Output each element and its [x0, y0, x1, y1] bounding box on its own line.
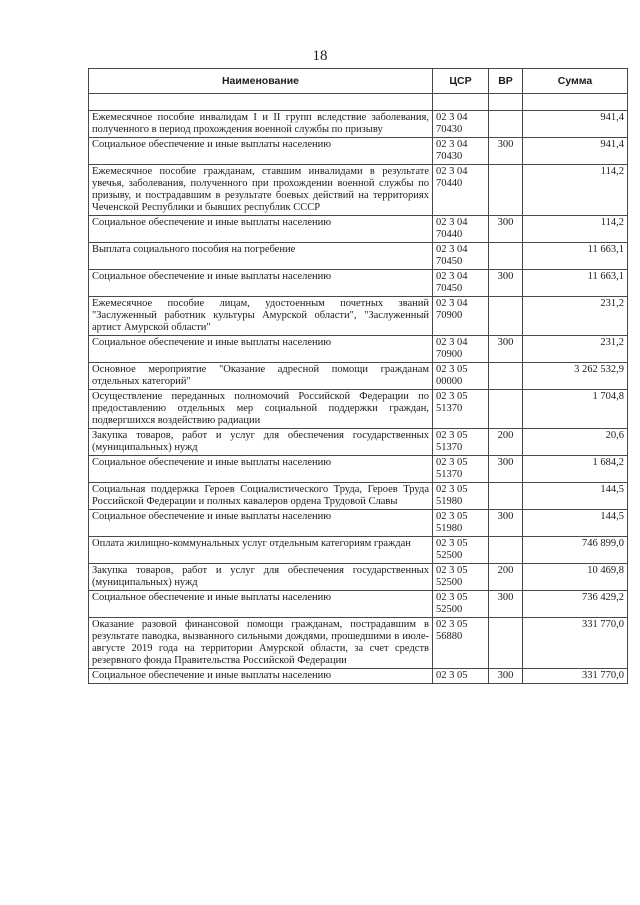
cell-csr: 02 3 04 70450 [433, 243, 489, 270]
table-row [89, 669, 628, 684]
cell-csr: 02 3 05 56880 [433, 618, 489, 669]
cell-csr: 02 3 05 51370 [433, 456, 489, 483]
cell-name: Закупка товаров, работ и услуг для обеспечения государственных (муниципальных) нужд [89, 429, 433, 456]
table-header-row [89, 69, 628, 94]
cell-vr: 200 [489, 429, 523, 456]
cell-name: Ежемесячное пособие инвалидам I и II групп вследствие заболевания, полученного в период прохождения военной службы по призыву [89, 111, 433, 138]
cell-vr [489, 297, 523, 336]
cell-csr: 02 3 05 51370 [433, 429, 489, 456]
table-row [89, 591, 628, 618]
cell-csr: 02 3 05 [433, 669, 489, 684]
cell-sum: 231,2 [523, 297, 628, 336]
cell-vr [489, 165, 523, 216]
cell-name: Закупка товаров, работ и услуг для обеспечения государственных (муниципальных) нужд [89, 564, 433, 591]
table-row [89, 537, 628, 564]
cell-vr: 300 [489, 669, 523, 684]
cell-vr [489, 243, 523, 270]
table-row [89, 564, 628, 591]
cell-name: Социальное обеспечение и иные выплаты населению [89, 270, 433, 297]
cell-name: Ежемесячное пособие лицам, удостоенным почетных званий "Заслуженный работник культуры Амурской области", "Заслуженный артист Амурской области" [89, 297, 433, 336]
cell-csr: 02 3 04 70430 [433, 138, 489, 165]
table-row [89, 390, 628, 429]
cell-sum: 20,6 [523, 429, 628, 456]
cell-sum: 331 770,0 [523, 669, 628, 684]
column-header-vr: ВР [489, 69, 523, 94]
table-row [89, 270, 628, 297]
table-row [89, 510, 628, 537]
column-header-csr: ЦСР [433, 69, 489, 94]
cell-vr [489, 390, 523, 429]
table-row [89, 165, 628, 216]
cell-name: Социальная поддержка Героев Социалистического Труда, Героев Труда Российской Федерации и полных кавалеров ордена Трудовой Славы [89, 483, 433, 510]
table-row [89, 216, 628, 243]
cell-name: Социальное обеспечение и иные выплаты населению [89, 510, 433, 537]
cell-name: Выплата социального пособия на погребение [89, 243, 433, 270]
cell-sum: 11 663,1 [523, 243, 628, 270]
cell-name: Осуществление переданных полномочий Российской Федерации по предоставлению отдельных мер социальной поддержки граждан, подвергшихся воздействию радиации [89, 390, 433, 429]
cell-sum: 114,2 [523, 165, 628, 216]
cell-csr: 02 3 05 52500 [433, 537, 489, 564]
table-row [89, 363, 628, 390]
cell-sum: 10 469,8 [523, 564, 628, 591]
cell-vr: 200 [489, 564, 523, 591]
cell-csr: 02 3 05 52500 [433, 591, 489, 618]
cell-name: Оказание разовой финансовой помощи гражданам, пострадавшим в результате паводка, вызванного сильными дождями, прошедшими в июле-августе 2019 года на территории Амурской области, за счет средств резервного фонда Правительства Российской Федерации [89, 618, 433, 669]
cell-vr: 300 [489, 456, 523, 483]
cell-sum: 736 429,2 [523, 591, 628, 618]
cell-csr: 02 3 04 70900 [433, 336, 489, 363]
cell-sum: 941,4 [523, 138, 628, 165]
cell-sum: 1 704,8 [523, 390, 628, 429]
cell-sum: 231,2 [523, 336, 628, 363]
table-row [89, 297, 628, 336]
cell-sum: 941,4 [523, 111, 628, 138]
table-row [89, 336, 628, 363]
cell-csr: 02 3 04 70430 [433, 111, 489, 138]
cell-name: Основное мероприятие "Оказание адресной помощи гражданам отдельных категорий" [89, 363, 433, 390]
cell-vr [489, 363, 523, 390]
cell-vr: 300 [489, 270, 523, 297]
cell-csr: 02 3 04 70450 [433, 270, 489, 297]
cell-vr: 300 [489, 591, 523, 618]
table-row [89, 483, 628, 510]
cell-csr: 02 3 04 70900 [433, 297, 489, 336]
cell-sum: 3 262 532,9 [523, 363, 628, 390]
cell-csr: 02 3 05 51980 [433, 483, 489, 510]
cell-name: Социальное обеспечение и иные выплаты населению [89, 336, 433, 363]
cell-name: Социальное обеспечение и иные выплаты населению [89, 216, 433, 243]
cell-csr: 02 3 05 52500 [433, 564, 489, 591]
cell-vr: 300 [489, 510, 523, 537]
cell-name: Социальное обеспечение и иные выплаты населению [89, 669, 433, 684]
spacer-row [89, 94, 628, 111]
cell-vr [489, 537, 523, 564]
cell-csr: 02 3 05 51980 [433, 510, 489, 537]
table-row [89, 138, 628, 165]
cell-vr [489, 111, 523, 138]
table-row [89, 111, 628, 138]
table-row [89, 429, 628, 456]
cell-name: Социальное обеспечение и иные выплаты населению [89, 138, 433, 165]
cell-vr: 300 [489, 138, 523, 165]
cell-sum: 746 899,0 [523, 537, 628, 564]
budget-table [88, 68, 628, 684]
cell-csr: 02 3 04 70440 [433, 165, 489, 216]
cell-sum: 144,5 [523, 483, 628, 510]
cell-csr: 02 3 04 70440 [433, 216, 489, 243]
cell-name: Оплата жилищно-коммунальных услуг отдельным категориям граждан [89, 537, 433, 564]
cell-vr: 300 [489, 336, 523, 363]
table-row [89, 618, 628, 669]
cell-sum: 331 770,0 [523, 618, 628, 669]
cell-name: Социальное обеспечение и иные выплаты населению [89, 456, 433, 483]
cell-sum: 1 684,2 [523, 456, 628, 483]
cell-name: Социальное обеспечение и иные выплаты населению [89, 591, 433, 618]
table-row [89, 243, 628, 270]
table-body [89, 94, 628, 684]
cell-csr: 02 3 05 51370 [433, 390, 489, 429]
cell-vr [489, 483, 523, 510]
cell-csr: 02 3 05 00000 [433, 363, 489, 390]
column-header-sum: Сумма [523, 69, 628, 94]
table-row [89, 456, 628, 483]
cell-sum: 144,5 [523, 510, 628, 537]
cell-vr: 300 [489, 216, 523, 243]
page-number: 18 [312, 48, 328, 64]
cell-name: Ежемесячное пособие гражданам, ставшим инвалидами в результате увечья, заболевания, полученного при прохождении военной службы по призыву, и пострадавшим в результате боевых действий на территориях Чеченской Республики и бывших республик СССР [89, 165, 433, 216]
cell-vr [489, 618, 523, 669]
cell-sum: 11 663,1 [523, 270, 628, 297]
column-header-name: Наименование [89, 69, 433, 94]
cell-sum: 114,2 [523, 216, 628, 243]
